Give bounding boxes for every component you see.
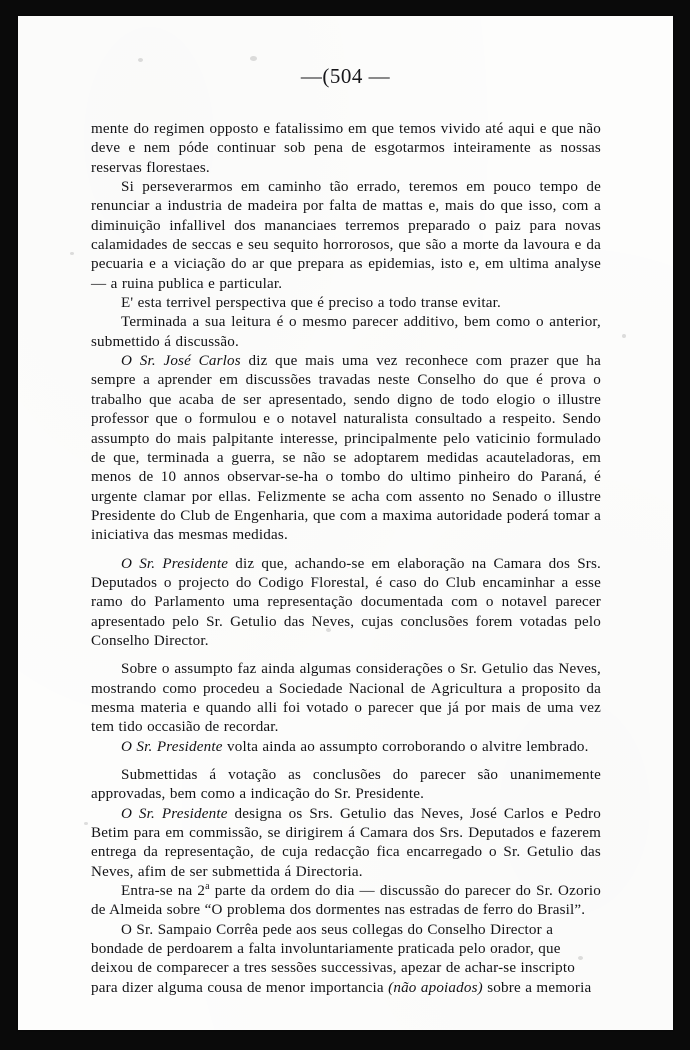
document-text-block xyxy=(91,120,601,998)
page-surface xyxy=(18,16,673,1030)
text-run: designa os Srs. Getulio das Neves, José Carlos e Pedro Betim para em commissão, se dirigirem á Camara dos Srs. Deputados e fazerem entrega da representação, de cuja redacção fica encarregado o Sr. Getulio das Neves, afim de ser submettida á Directoria. xyxy=(91,805,601,880)
paragraph xyxy=(91,555,601,652)
paragraph xyxy=(91,352,601,545)
speaker-name-italic: (não apoiados) xyxy=(388,979,483,996)
text-run: Terminada a sua leitura é o mesmo parecer additivo, bem como o anterior, submettido á discussão. xyxy=(91,314,601,350)
paragraph xyxy=(91,660,601,737)
scanned-page-sheet xyxy=(18,16,673,1030)
paragraph xyxy=(91,766,601,805)
paragraph xyxy=(91,294,601,313)
text-run: Si perseverarmos em caminho tão errado, teremos em pouco tempo de renunciar a industria de madeira por falta de mattas e, mais do que isso, com a diminuição infallivel dos mananciaes terremos preparado o paiz para novas calamidades de seccas e seu sequito horrorosos, que são a morte da lavoura e da pecuaria e a viciação do ar que prepara as epidemias, isto e, em ultima analyse — a ruina publica e particular. xyxy=(91,179,601,292)
scan-speck xyxy=(70,252,74,255)
text-run: Entra-se na 2 xyxy=(121,883,206,900)
ordinal-superscript: a xyxy=(205,881,210,893)
text-run: parte da ordem do dia — discussão do parecer do Sr. Ozorio de Almeida sobre “O problema dos dormentes nas estradas de ferro do Brasil”. xyxy=(91,883,602,919)
text-run: Sobre o assumpto faz ainda algumas considerações o Sr. Getulio das Neves, mostrando como procedeu a Sociedade Nacional de Agricultura a proposito da mesma materia e quando alli foi votado o parecer que já por mais de uma vez tem tido occasião de recordar. xyxy=(91,661,601,736)
speaker-name-italic: O Sr. Presidente xyxy=(121,738,223,755)
paragraph xyxy=(91,805,601,882)
paragraph xyxy=(91,313,601,352)
speaker-name-italic: O Sr. José Carlos xyxy=(121,353,241,370)
scan-speck xyxy=(250,56,257,61)
scan-speck xyxy=(622,334,626,338)
page-folio-number: —(504 — xyxy=(300,64,391,88)
scan-speck xyxy=(138,58,143,62)
text-run: sobre a memoria xyxy=(482,979,592,996)
text-run: Submettidas á votação as conclusões do parecer são unanimemente approvadas, bem como a indicação do Sr. Presidente. xyxy=(91,767,601,803)
paragraph xyxy=(91,178,601,294)
scan-speck xyxy=(84,822,88,825)
speaker-name-italic: O Sr. Presidente xyxy=(121,805,228,822)
text-run: O Sr. Sampaio Corrêa pede aos seus collegas do Conselho Director a bondade de perdoarem a falta involuntariamente praticada pelo orador, que deixou de comparecer a tres sessões successivas, apezar de achar-se inscripto para dizer alguma cousa de menor importancia xyxy=(91,921,575,996)
paragraph xyxy=(91,120,601,178)
text-run: volta ainda ao assumpto corroborando o alvitre lembrado. xyxy=(222,738,589,755)
text-run: diz que, achando-se em elaboração na Camara dos Srs. Deputados o projecto do Codigo Florestal, é caso do Club encaminhar a esse ramo do Parlamento uma representação documentada com o notavel parecer apresentado pelo Sr. Getulio das Neves, cujas conclusões forem votadas pelo Conselho Director. xyxy=(91,555,601,649)
speaker-name-italic: O Sr. Presidente xyxy=(121,555,229,572)
paragraph xyxy=(91,882,601,921)
paragraph xyxy=(91,738,601,757)
paragraph xyxy=(91,921,601,998)
text-run: E' esta terrivel perspectiva que é preciso a todo transe evitar. xyxy=(121,295,501,312)
text-run: diz que mais uma vez reconhece com prazer que ha sempre a aprender em discussões travadas neste Conselho do que é prova o trabalho que acaba de ser apresentado, sendo digno de todo elogio o illustre professor que o formulou e o notavel naturalista consultado a respeito. Sendo assumpto do mais palpitante interesse, principalmente pelo vaticinio formulado de que, terminada a guerra, se não se adoptarem medidas acauteladoras, em menos de 10 annos observar-se-ha o tombo do ultimo pinheiro do Paraná, é urgente clamar por ellas. Felizmente se acha com assento no Senado o illustre Presidente do Club de Engenharia, que com a maxima autoridade poderá tomar a iniciativa das mesmas medidas. xyxy=(91,353,601,544)
text-run: mente do regimen opposto e fatalissimo em que temos vivido até aqui e que não deve e nem póde continuar sob pena de esgotarmos inteiramente as nossas reservas florestaes. xyxy=(91,121,601,176)
